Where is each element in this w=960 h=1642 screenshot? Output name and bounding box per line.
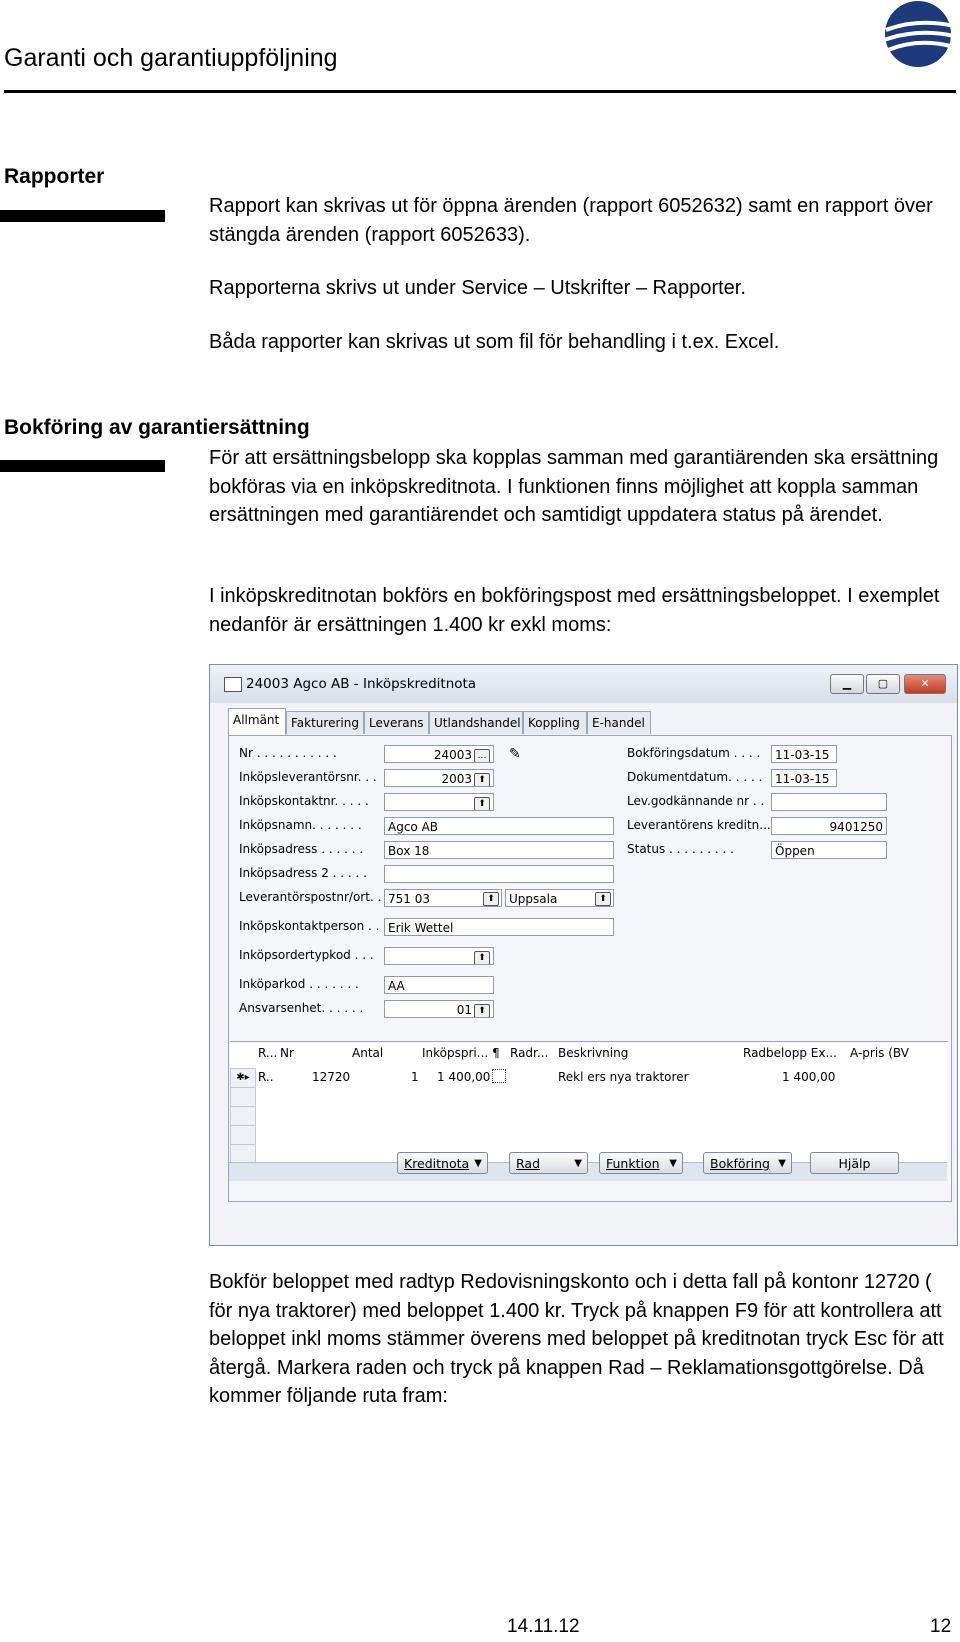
grid-header[interactable]: A-pris (BV xyxy=(850,1046,909,1060)
status-field[interactable]: Öppen xyxy=(771,841,887,859)
responsibility-field[interactable] xyxy=(384,1000,494,1018)
bokforing-button[interactable] xyxy=(703,1152,792,1174)
lookup-arrow-icon[interactable]: ⬆ xyxy=(595,892,611,906)
minimize-button[interactable]: ▁ xyxy=(830,674,864,694)
row-selector[interactable] xyxy=(230,1106,256,1126)
maximize-button[interactable]: ▢ xyxy=(866,674,900,694)
field-value: 24003 xyxy=(433,748,472,762)
grid-header[interactable]: Nr xyxy=(280,1046,294,1060)
button-label: Rad xyxy=(516,1156,541,1171)
row-selector[interactable] xyxy=(230,1125,256,1145)
button-label: Bokföring xyxy=(710,1156,770,1171)
page-number: 12 xyxy=(930,1616,952,1637)
window-titlebar xyxy=(210,665,957,703)
tab-leverans[interactable]: Leverans xyxy=(364,711,429,734)
grid-header[interactable]: Inköpspri... xyxy=(422,1046,489,1060)
name-field[interactable]: Agco AB xyxy=(384,817,614,835)
dropdown-arrow-icon: ▼ xyxy=(574,1158,582,1169)
paragraph: Bokför beloppet med radtyp Redovisningskonto och i detta fall på kontonr 12720 ( för nya traktorer) med beloppet 1.400 kr. Tryck på knappen F9 för att kontrollera att beloppet inkl moms stämmer överens med beloppet på kreditnotan tryck Esc för att återgå. Markera raden och tryck på knappen Rad – Reklamationsgottgörelse. Då kommer följande ruta fram: xyxy=(209,1271,944,1407)
vendor-credit-field[interactable]: 9401250 xyxy=(771,817,887,835)
table-cell[interactable]: 1 400,00 xyxy=(437,1070,491,1084)
city-field[interactable] xyxy=(505,889,614,907)
postcode-field[interactable] xyxy=(384,889,502,907)
field-label: Inköparkod . . . . . . . xyxy=(239,977,359,991)
field-label: Nr . . . . . . . . . . . xyxy=(239,746,337,760)
tab-ehandel[interactable]: E-handel xyxy=(587,711,651,734)
window-title: 24003 Agco AB - Inköpskreditnota xyxy=(246,676,477,692)
section-heading-bokforing: Bokföring av garantiersättning xyxy=(4,416,310,439)
company-logo-icon xyxy=(878,0,956,70)
pencil-icon[interactable]: ✎ xyxy=(509,745,521,761)
title-rule xyxy=(4,90,956,93)
button-label: Funktion xyxy=(606,1156,660,1171)
paragraph: Båda rapporter kan skrivas ut som fil för behandling i t.ex. Excel. xyxy=(209,331,780,353)
button-label: Kreditnota xyxy=(404,1156,470,1171)
checkbox[interactable] xyxy=(492,1069,506,1083)
dropdown-arrow-icon: ▼ xyxy=(474,1158,482,1169)
posting-date-field[interactable]: 11-03-15 xyxy=(771,745,837,763)
dropdown-arrow-icon: ▼ xyxy=(669,1158,677,1169)
field-label: Inköpsadress 2 . . . . . xyxy=(239,866,367,880)
field-label: Inköpsadress . . . . . . xyxy=(239,842,364,856)
order-type-field[interactable] xyxy=(384,947,494,965)
field-label: Ansvarsenhet. . . . . . xyxy=(239,1001,364,1015)
paragraph: Rapport kan skrivas ut för öppna ärenden (rapport 6052632) samt en rapport över stängda ärenden (rapport 6052633). xyxy=(209,195,933,246)
field-value: 2003 xyxy=(441,772,472,786)
field-label: Status . . . . . . . . . xyxy=(627,842,734,856)
table-cell[interactable]: 1 xyxy=(411,1070,419,1084)
field-label: Bokföringsdatum . . . . xyxy=(627,746,761,760)
field-label: Inköpsleverantörsnr. . . xyxy=(239,770,377,784)
table-cell[interactable]: 12720 xyxy=(312,1070,351,1084)
lookup-arrow-icon[interactable]: ⬆ xyxy=(483,892,499,906)
address-field[interactable]: Box 18 xyxy=(384,841,614,859)
paragraph: För att ersättningsbelopp ska kopplas samman med garantiärenden ska ersättning bokföras via en inköpskreditnota. I funktionen finns möjlighet att koppla samman ersättningen med garantiärendet och samtidigt uppdatera status på ärendet. xyxy=(209,447,939,526)
approval-no-field[interactable] xyxy=(771,793,887,811)
grid-header[interactable]: R... xyxy=(258,1046,278,1060)
field-label: Inköpskontaktperson . . xyxy=(239,919,380,933)
row-selector[interactable] xyxy=(230,1144,256,1164)
vendor-no-field[interactable] xyxy=(384,769,494,787)
lookup-arrow-icon[interactable]: ⬆ xyxy=(474,797,490,811)
close-button[interactable]: ✕ xyxy=(904,674,946,694)
lookup-arrow-icon[interactable]: ⬆ xyxy=(474,951,490,965)
field-label: Inköpsnamn. . . . . . . xyxy=(239,818,362,832)
page-title: Garanti och garantiuppföljning xyxy=(4,44,338,72)
paragraph: Rapporterna skrivs ut under Service – Utskrifter – Rapporter. xyxy=(209,277,746,299)
field-label: Dokumentdatum. . . . . xyxy=(627,770,763,784)
document-date-field[interactable]: 11-03-15 xyxy=(771,769,837,787)
footer-date: 14.11.12 xyxy=(507,1616,580,1637)
purchaser-code-field[interactable]: AA xyxy=(384,976,494,994)
credit-note-window xyxy=(209,664,958,1246)
field-label: Lev.godkännande nr . . xyxy=(627,794,765,808)
field-value: Uppsala xyxy=(509,892,558,906)
row-selector[interactable] xyxy=(230,1087,256,1107)
field-value: 01 xyxy=(456,1003,472,1017)
section-bar xyxy=(0,210,165,222)
paragraph: I inköpskreditnotan bokförs en bokföringspost med ersättningsbeloppet. I exemplet nedanför är ersättningen 1.400 kr exkl moms: xyxy=(209,585,940,636)
funktion-button[interactable] xyxy=(599,1152,683,1174)
hjalp-button[interactable]: Hjälp xyxy=(810,1152,899,1174)
table-cell[interactable]: 1 400,00 xyxy=(782,1070,836,1084)
contact-no-field[interactable] xyxy=(384,793,494,811)
form-panel xyxy=(228,735,952,1202)
form-icon xyxy=(224,677,242,692)
row-selector-icon[interactable]: ✱▸ xyxy=(230,1068,256,1088)
table-cell[interactable]: Rekl ers nya traktorer xyxy=(558,1070,689,1084)
tab-fakturering[interactable]: Fakturering xyxy=(286,711,364,734)
field-label: Leverantörens kreditn... xyxy=(627,818,771,832)
field-value: 751 03 xyxy=(388,892,430,906)
field-label: Inköpskontaktnr. . . . . xyxy=(239,794,369,808)
section-bar xyxy=(0,460,165,472)
lookup-arrow-icon[interactable]: ⬆ xyxy=(474,1004,490,1018)
rad-button[interactable] xyxy=(509,1152,588,1174)
ellipsis-icon[interactable]: … xyxy=(474,749,490,763)
nr-field[interactable] xyxy=(384,745,494,763)
tab-utlandshandel[interactable]: Utlandshandel xyxy=(429,711,523,734)
lookup-arrow-icon[interactable]: ⬆ xyxy=(474,773,490,787)
kreditnota-button[interactable] xyxy=(397,1152,488,1174)
tab-allmant[interactable]: Allmänt xyxy=(228,708,286,735)
field-label: Inköpsordertypkod . . . xyxy=(239,948,374,962)
grid-header[interactable]: Beskrivning xyxy=(558,1046,629,1060)
section-heading-rapporter: Rapporter xyxy=(4,165,105,188)
grid-header[interactable]: Antal xyxy=(352,1046,384,1060)
tab-koppling[interactable]: Koppling xyxy=(523,711,587,734)
table-cell[interactable]: R.. xyxy=(258,1070,274,1084)
dropdown-arrow-icon: ▼ xyxy=(778,1158,786,1169)
contact-person-field[interactable]: Erik Wettel xyxy=(384,918,614,936)
field-label: Leverantörspostnr/ort. . xyxy=(239,890,382,904)
grid-header[interactable]: Radr... xyxy=(510,1046,549,1060)
lines-grid xyxy=(230,1041,948,1162)
address2-field[interactable] xyxy=(384,865,614,883)
grid-header[interactable]: Radbelopp Ex... xyxy=(743,1046,837,1060)
grid-header[interactable]: ¶ xyxy=(492,1046,500,1060)
